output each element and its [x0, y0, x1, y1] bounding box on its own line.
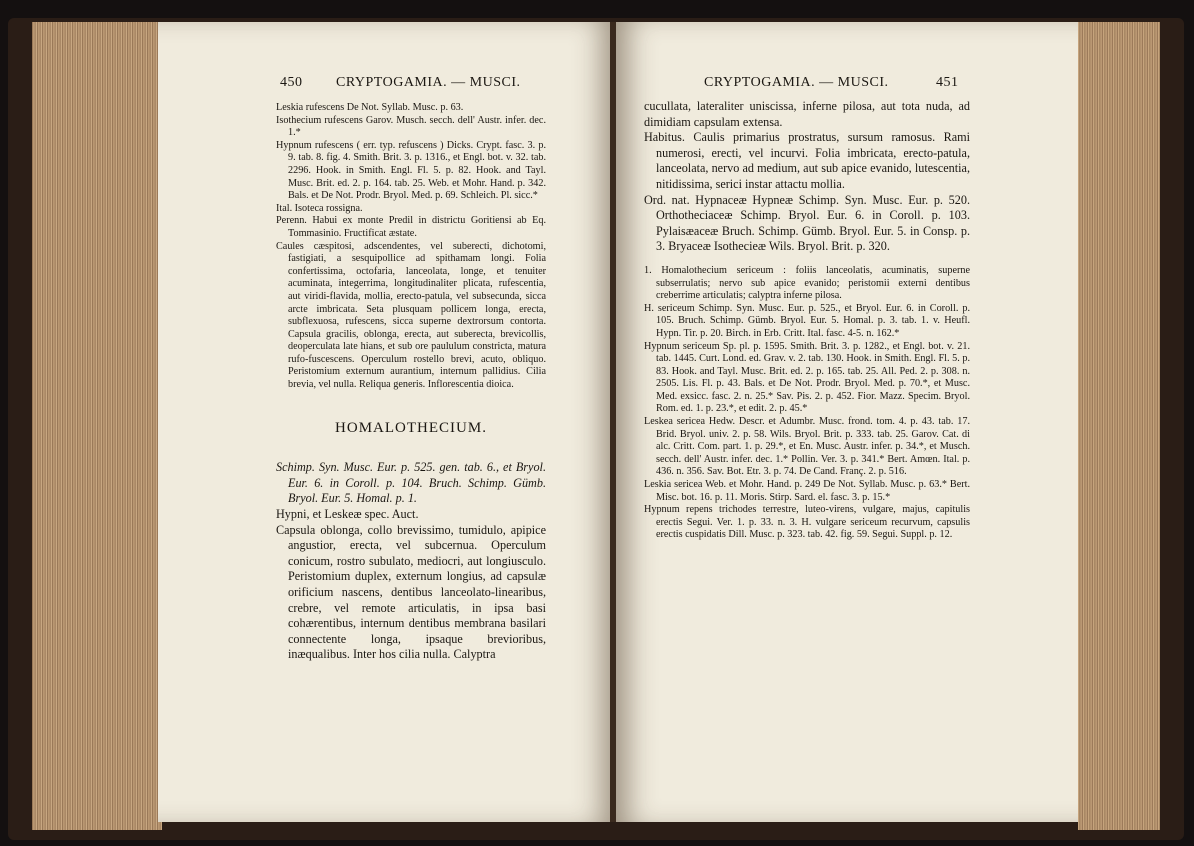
left-page-number: 450 — [280, 75, 303, 90]
paragraph: Leskia rufescens De Not. Syllab. Musc. p. 63. — [276, 102, 464, 113]
paragraph: Habitus. Caulis primarius prostratus, sursum ramosus. Rami numerosi, erecti, vel incurvi. Folia imbricata, erecto-patula, lanceolata, nervo ad medium, aut sub apice evanido, lutescentia, nitidissima, serici instar attactu mollia. — [644, 130, 970, 191]
left-page-text — [276, 102, 546, 663]
left-page-title: CRYPTOGAMIA. — MUSCI. — [336, 75, 521, 90]
paragraph: Ord. nat. Hypnaceæ Hypneæ Schimp. Syn. Musc. Eur. p. 520. Orthotheciaceæ Schimp. Bryol. Eur. 6. in Coroll. p. 103. Pylaisæaceæ Bruch. Schimp. Gümb. Bryol. Eur. 5. in Consp. p. 3. Bryaceæ Isothecieæ Wils. Bryol. Brit. p. 320. — [644, 192, 970, 254]
left-page — [158, 22, 614, 822]
page-edges-right — [1078, 22, 1160, 830]
section-heading: HOMALOTHECIUM. — [335, 419, 487, 436]
paragraph: Isothecium rufescens Garov. Musch. secch. dell' Austr. infer. dec. 1.* — [276, 114, 546, 139]
paragraph: Caules cæspitosi, adscendentes, vel suberecti, dichotomi, fastigiati, a sesquipollice ad spithamam longi. Folia confertissima, octofaria, lanceolata, longe, et tenuiter acuminata, integerrima, longitudinaliter plicata, rufescentia, aut viridi-flavida, mollia, erecto-patula, vel subsecunda, sicca arcte imbricata. Seta plusquam pollicem longa, erecta, subflexuosa, rufescens, sicca superne dextrorsum contorta. Capsula gracilis, oblonga, erecta, aut suberecta, brevicollis, deoperculata late hians, et sub ore paululum constricta, matura rufo-fuscescens. Operculum rostello brevi, acuto, obliquo. Peristomium externum aurantium, internum pallidius. Cilia brevia, vel nulla. Reliqua generis. Inflorescentia dioica. — [276, 240, 546, 391]
paragraph: Perenn. Habui ex monte Predil in districtu Goritiensi ab Eq. Tommasinio. Fructificat æstate. — [276, 215, 546, 239]
paragraph: Hypnum sericeum Sp. pl. p. 1595. Smith. Brit. 3. p. 1282., et Engl. bot. v. 21. tab. 1445. Curt. Lond. ed. Grav. v. 2. tab. 130. Hook. in Smith. Engl. Fl. 5. p. 83. Hook. and Tayl. Musc. Brit. ed. 2. p. 165. tab. 25. All. Ped. 2. p. 308. n. 2505. Lis. Fl. p. 43. Bals. et De Not. Prodr. Bryol. Med. p. 70.*, et Musc. Med. exsicc. fasc. 2. n. 25.* Sav. Pis. 2. p. 452. Fior. Mazz. Specim. Bryol. Rom. ed. 1. p. 23.*, et edit. 2. p. 45.* — [644, 340, 970, 415]
paragraph: Schimp. Syn. Musc. Eur. p. 525. gen. tab. 6., et Bryol. Eur. 6. in Coroll. p. 104. Bruch. Schimp. Gümb. Bryol. Eur. 5. Homal. p. 1. — [276, 460, 546, 506]
paragraph: H. sericeum Schimp. Syn. Musc. Eur. p. 525., et Bryol. Eur. 6. in Coroll. p. 105. Bruch. Schimp. Gümb. Bryol. Eur. 5. Homal. p. 3. tab. 1. v. Heufl. Hypn. Tir. p. 20. Birch. in Erb. Critt. Ital. fasc. 4-5. n. 162.* — [644, 302, 970, 339]
right-page-number: 451 — [936, 75, 959, 90]
page-edges-left — [32, 22, 162, 830]
paragraph: Leskea sericea Hedw. Descr. et Adumbr. Musc. frond. tom. 4. p. 43. tab. 17. Brid. Bryol. univ. 2. p. 58. Wils. Bryol. Brit. p. 333. tab. 25. Garov. Cat. di alc. Critt. Com. part. 1. p. 29.*, et En. Musc. Austr. infer. p. 34.*, et Musch. secch. dell' Austr. infer. dec. 1.* Pollin. Ver. 3. p. 341.* Bert. Amœn. Ital. p. 436. n. 356. Sav. Bot. Etr. 3. p. 74. De Cand. Franç. 2. p. 516. — [644, 416, 970, 478]
paragraph: Hypni, et Leskeæ spec. Auct. — [276, 507, 419, 522]
right-page-title: CRYPTOGAMIA. — MUSCI. — [704, 75, 889, 90]
paragraph: Hypnum rufescens ( err. typ. refuscens ) Dicks. Crypt. fasc. 3. p. 9. tab. 8. fig. 4. Smith. Brit. 3. p. 1316., et Engl. bot. v. 32. tab. 2296. Hook. in Smith. Engl. Fl. 5. p. 82. Hook. and Tayl. Musc. Brit. ed. 2. p. 164. tab. 25. Web. et Mohr. Hand. p. 342. Bals. et De Not. Prodr. Bryol. Med. p. 69. Schleich. Pl. sicc.* — [276, 139, 546, 202]
paragraph: Capsula oblonga, collo brevissimo, tumidulo, apipice angustior, erecta, vel subcernua. Operculum conicum, rostro subulato, mediocri, aut longiusculo. Peristomium duplex, externum longius, ad capsulæ orificium nascens, dentibus lanceolato-linearibus, crebre, vel remote articulatis, in ipsa basi cohærentibus, internum dentibus membrana basilari connectente longa, ipsaque brevioribus, inæqualibus. Inter hos cilia nulla. Calyptra — [276, 522, 546, 662]
right-page — [616, 22, 1078, 822]
paragraph: Hypnum repens trichodes terrestre, luteo-virens, vulgare, majus, capitulis erectis Segui. Ver. 1. p. 33. n. 3. H. vulgare sericeum recurvum, capsulis erectis cuspidatis Dill. Musc. p. 323. tab. 42. fig. 59. Segui. Suppl. p. 12. — [644, 504, 970, 541]
right-page-text — [644, 99, 970, 542]
paragraph: Ital. Isoteca rossigna. — [276, 202, 363, 214]
paragraph: Leskia sericea Web. et Mohr. Hand. p. 249 De Not. Syllab. Musc. p. 63.* Bert. Misc. bot. 16. p. 11. Moris. Stirp. Sard. el. fasc. 3. p. 15.* — [644, 479, 970, 503]
paragraph: 1. Homalothecium sericeum : foliis lanceolatis, acuminatis, superne subserrulatis; nervo sub apice evanido; peristomii externi dentibus creberrime articulatis; calyptra inferne pilosa. — [644, 264, 970, 302]
paragraph: cucullata, lateraliter uniscissa, inferne pilosa, aut tota nuda, ad dimidiam capsulam extensa. — [644, 99, 970, 129]
